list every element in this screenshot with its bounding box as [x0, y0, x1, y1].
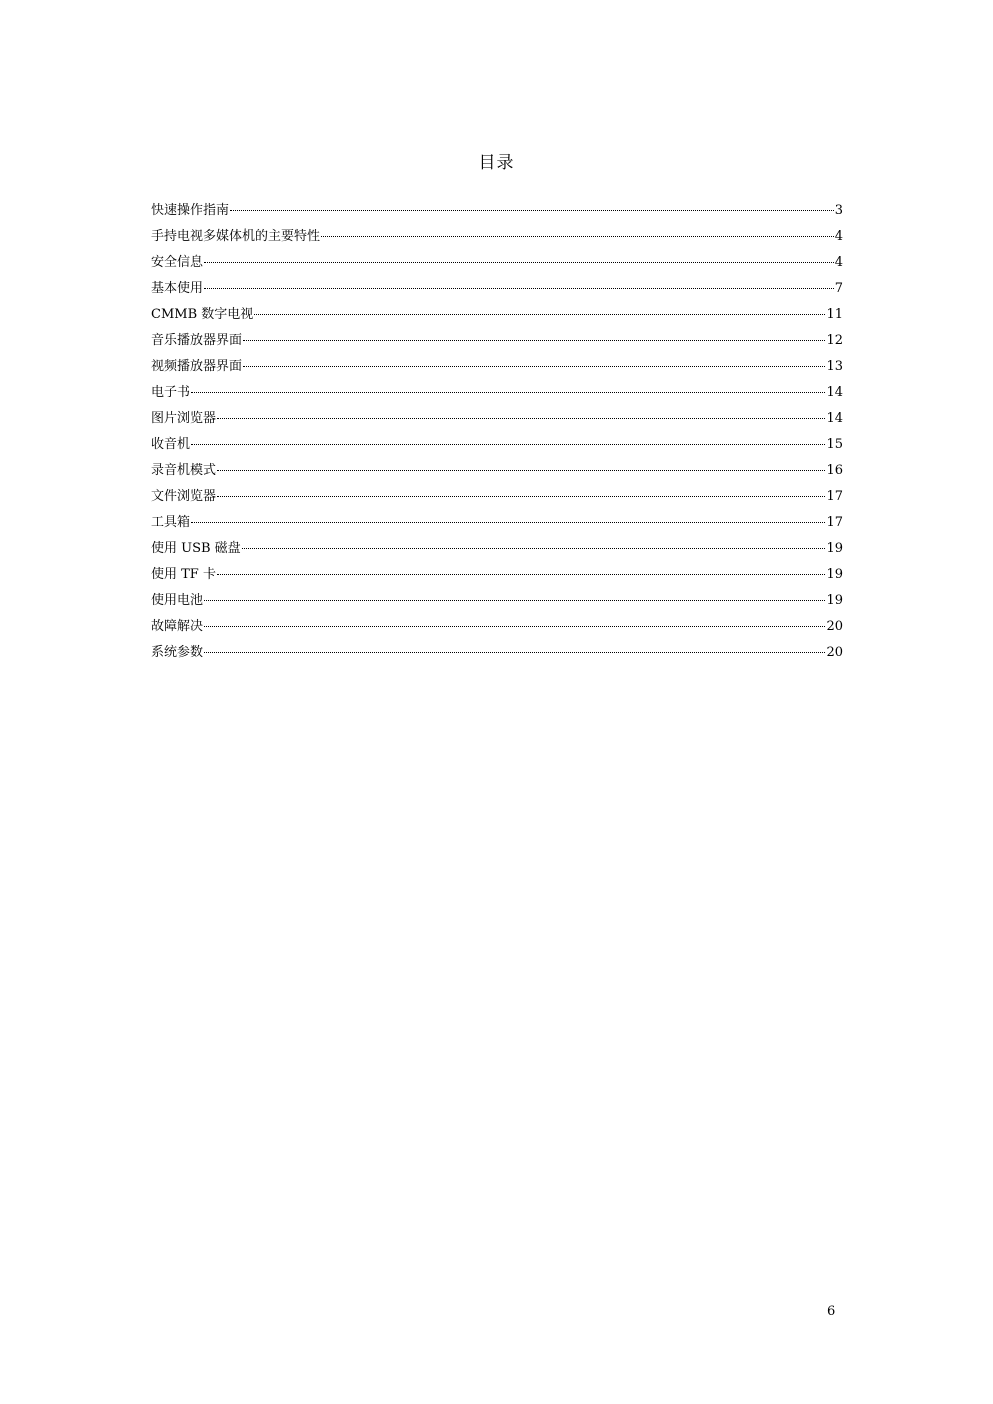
toc-entry-page: 4	[834, 229, 843, 244]
toc-entry[interactable]	[151, 409, 843, 435]
dot-leader	[217, 469, 825, 471]
toc-entry[interactable]	[151, 253, 843, 279]
toc-entry[interactable]	[151, 487, 843, 513]
toc-entry[interactable]	[151, 539, 843, 565]
toc-entry-page: 7	[834, 281, 843, 296]
toc-entry-page: 13	[826, 359, 843, 374]
toc-entry[interactable]	[151, 357, 843, 383]
toc-entry-page: 19	[826, 541, 843, 556]
dot-leader	[204, 651, 825, 653]
toc-entry-label: 录音机模式	[151, 463, 217, 478]
toc-entry[interactable]	[151, 643, 843, 669]
toc-entry-label: 视频播放器界面	[151, 359, 243, 374]
toc-entry[interactable]	[151, 305, 843, 331]
toc-entry-label: 快速操作指南	[151, 203, 230, 218]
toc-title: 目录	[478, 153, 515, 173]
dot-leader	[217, 495, 825, 497]
page-number: 6	[827, 1304, 836, 1319]
toc-entry[interactable]	[151, 513, 843, 539]
toc-entry[interactable]	[151, 201, 843, 227]
toc-entry-page: 14	[826, 411, 843, 426]
toc-entry-label: CMMB 数字电视	[151, 307, 254, 322]
toc-list	[151, 201, 843, 669]
toc-entry-label: 图片浏览器	[151, 411, 217, 426]
toc-entry-page: 19	[826, 567, 843, 582]
toc-entry-page: 4	[834, 255, 843, 270]
toc-entry-label: 电子书	[151, 385, 191, 400]
toc-entry-page: 19	[826, 593, 843, 608]
toc-entry[interactable]	[151, 461, 843, 487]
toc-entry-page: 3	[834, 203, 843, 218]
toc-entry[interactable]	[151, 331, 843, 357]
dot-leader	[242, 547, 826, 549]
toc-entry-label: 文件浏览器	[151, 489, 217, 504]
toc-entry-label: 音乐播放器界面	[151, 333, 243, 348]
toc-entry[interactable]	[151, 227, 843, 253]
toc-entry-label: 工具箱	[151, 515, 191, 530]
toc-entry[interactable]	[151, 565, 843, 591]
toc-entry[interactable]	[151, 435, 843, 461]
toc-entry-page: 11	[826, 307, 843, 322]
dot-leader	[230, 209, 834, 211]
toc-entry[interactable]	[151, 591, 843, 617]
toc-entry-label: 基本使用	[151, 281, 204, 296]
dot-leader	[191, 443, 825, 445]
toc-entry-page: 17	[826, 515, 843, 530]
dot-leader	[204, 599, 825, 601]
dot-leader	[243, 339, 825, 341]
toc-entry-page: 17	[826, 489, 843, 504]
dot-leader	[321, 235, 834, 237]
toc-entry-page: 20	[826, 645, 843, 660]
dot-leader	[217, 417, 825, 419]
dot-leader	[191, 391, 825, 393]
toc-entry-label: 使用电池	[151, 593, 204, 608]
toc-entry-page: 15	[826, 437, 843, 452]
toc-entry[interactable]	[151, 383, 843, 409]
toc-entry-label: 收音机	[151, 437, 191, 452]
dot-leader	[254, 313, 825, 315]
dot-leader	[191, 521, 825, 523]
dot-leader	[204, 625, 825, 627]
dot-leader	[217, 573, 825, 575]
toc-entry-label: 使用 TF 卡	[151, 567, 216, 582]
toc-entry[interactable]	[151, 279, 843, 305]
toc-entry-page: 20	[826, 619, 843, 634]
toc-entry-label: 使用 USB 磁盘	[151, 541, 241, 556]
toc-entry-label: 故障解决	[151, 619, 204, 634]
toc-entry-page: 12	[826, 333, 843, 348]
toc-entry-label: 系统参数	[151, 645, 204, 660]
toc-entry-page: 16	[826, 463, 843, 478]
dot-leader	[204, 287, 834, 289]
toc-entry-page: 14	[826, 385, 843, 400]
toc-entry-label: 手持电视多媒体机的主要特性	[151, 229, 321, 244]
toc-entry[interactable]	[151, 617, 843, 643]
dot-leader	[243, 365, 825, 367]
toc-entry-label: 安全信息	[151, 255, 204, 270]
dot-leader	[204, 261, 834, 263]
